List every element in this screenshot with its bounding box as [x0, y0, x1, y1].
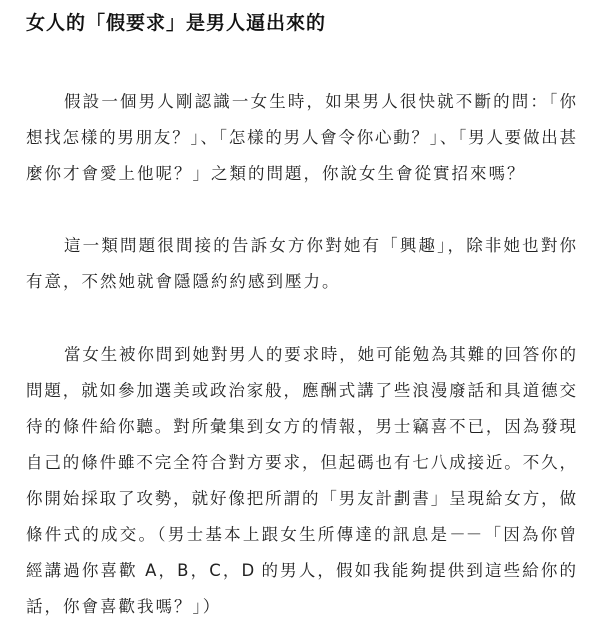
text-line: 經講過你喜歡 A，B，C，D 的男人，假如我能夠提供到這些給你的	[26, 561, 576, 580]
text-line: 當女生被你問到她對男人的要求時，她可能勉為其難的回答你的	[64, 345, 576, 364]
text-line: 想找怎樣的男朋友？」、「怎樣的男人會令你心動？」、「男人要做出甚	[26, 128, 576, 147]
text-line: 麼你才會愛上他呢？」之類的問題，你說女生會從實招來嗎？	[26, 164, 526, 183]
document-title: 女人的「假要求」是男人逼出來的	[26, 12, 327, 34]
paragraph-2	[26, 228, 576, 300]
text-line: 你開始採取了攻勢，就好像把所謂的「男友計劃書」呈現給女方，做	[26, 489, 576, 508]
text-line: 這一類問題很間接的告訴女方你對她有「興趣」，除非她也對你	[64, 236, 576, 255]
paragraph-1	[26, 84, 576, 192]
paragraph-3	[26, 337, 576, 625]
text-line: 有意，不然她就會隱隱約約感到壓力。	[26, 272, 341, 291]
text-line: 條件式的成交。（男士基本上跟女生所傳達的訊息是－－「因為你曾	[26, 525, 576, 544]
text-line: 假設一個男人剛認識一女生時，如果男人很快就不斷的問：「你	[64, 92, 576, 111]
text-line: 問題，就如參加選美或政治家般，應酬式講了些浪漫廢話和具道德交	[26, 381, 576, 400]
text-line: 自己的條件雖不完全符合對方要求，但起碼也有七八成接近。不久，	[26, 453, 576, 472]
text-line: 話，你會喜歡我嗎？」）	[26, 597, 222, 616]
text-line: 待的條件給你聽。對所彙集到女方的情報，男士竊喜不已，因為發現	[26, 417, 576, 436]
